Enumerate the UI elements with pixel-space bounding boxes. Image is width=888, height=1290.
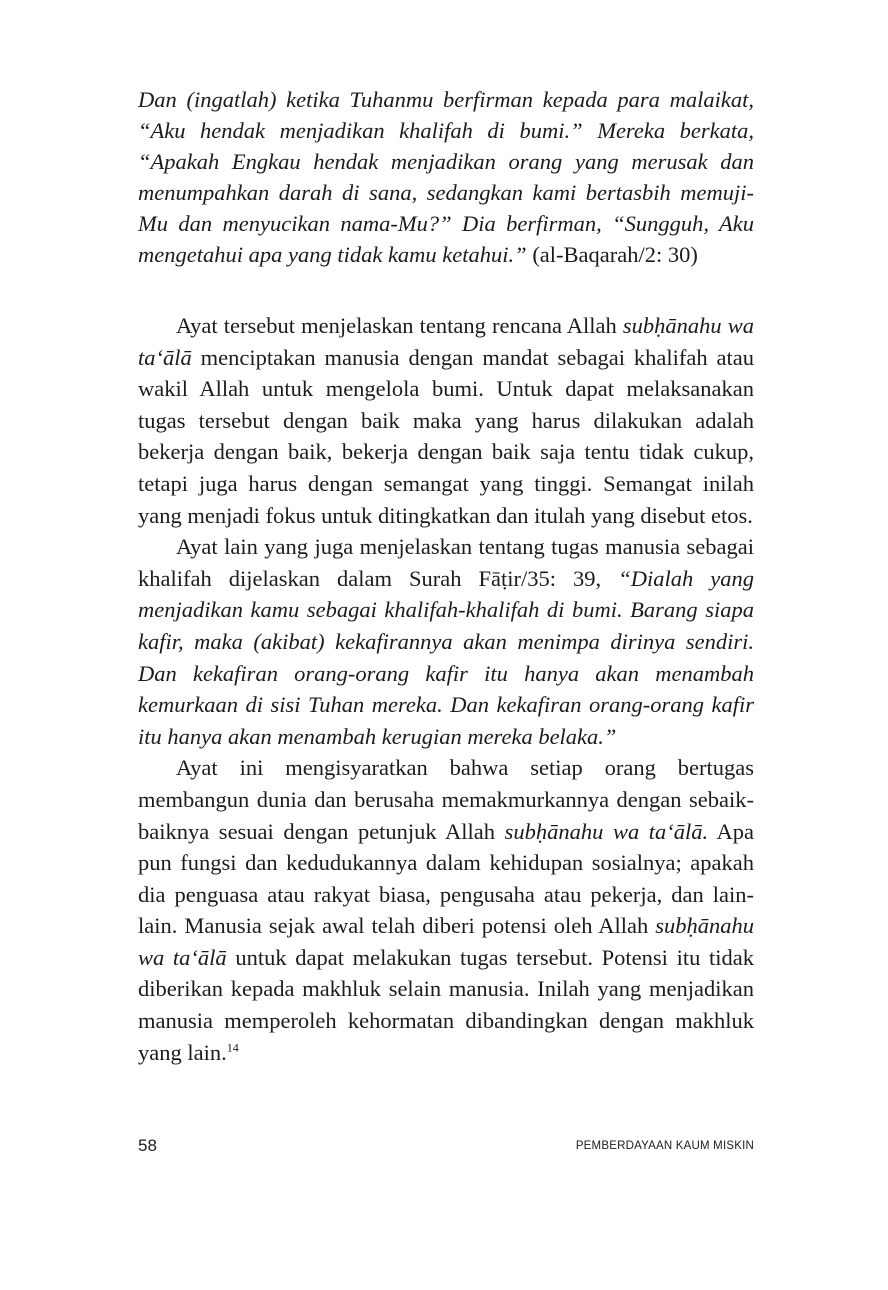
page-number: 58 bbox=[138, 1136, 157, 1155]
quote-citation: (al-Baqarah/2: 30) bbox=[526, 242, 698, 267]
paragraph-surah-fatir bbox=[138, 531, 754, 752]
arabic-honorific: subḥānahu wa ta‘ālā bbox=[138, 913, 754, 970]
verse-quote: “Dialah yang menjadikan kamu sebagai khalifah-khalifah di bumi. Barang siapa kafir, maka (akibat) kekafirannya akan menimpa dirinya sendiri. Dan kekafiran orang-orang kafir itu hanya akan menambah kemurkaan di sisi Tuhan mereka. Dan kekafiran orang-orang kafir itu hanya akan menambah kerugian mereka belaka.” bbox=[138, 565, 754, 749]
paragraph-text: untuk dapat melakukan tugas tersebut. Potensi itu tidak diberikan kepada makhluk selain manusia. Inilah yang menjadikan manusia memperoleh kehormatan dibandingkan dengan makhluk yang lain. bbox=[138, 944, 754, 1065]
paragraph-human-potential bbox=[138, 752, 754, 1068]
page-footer bbox=[138, 1134, 754, 1158]
paragraph-text: Ayat ini mengisyaratkan bahwa setiap orang bertugas membangun dunia dan berusaha memakmurkannya dengan sebaik-baiknya sesuai dengan petunjuk Allah bbox=[138, 755, 754, 844]
quran-quote-block bbox=[138, 84, 754, 270]
paragraph-text: Apa pun fungsi dan kedudukannya dalam kehidupan sosialnya; apakah dia penguasa atau rakyat biasa, pengusaha atau pekerja, dan lain-lain. Manusia sejak awal telah diberi potensi oleh Allah bbox=[138, 818, 755, 939]
paragraph-text: Ayat tersebut menjelaskan tentang rencana Allah bbox=[176, 313, 623, 338]
paragraph-khalifah-mandate bbox=[138, 310, 754, 531]
arabic-honorific: subḥānahu wa ta‘ālā. bbox=[504, 818, 709, 844]
arabic-honorific: subḥānahu wa ta‘ālā bbox=[138, 313, 755, 370]
running-title: PEMBERDAYAAN KAUM MISKIN bbox=[575, 1140, 754, 1152]
section-spacer bbox=[138, 270, 754, 310]
page-body bbox=[138, 84, 754, 1068]
footnote-marker: 14 bbox=[226, 1040, 239, 1055]
quote-text: Dan (ingatlah) ketika Tuhanmu berfirman kepada para malaikat, “Aku hendak menjadikan khalifah di bumi.” Mereka berkata, “Apakah Engkau hendak menjadikan orang yang merusak dan menumpahkan darah di sana, sedangkan kami bertasbih memuji-Mu dan menyucikan nama-Mu?” Dia berfirman, “Sungguh, Aku mengetahui apa yang tidak kamu ketahui.” bbox=[138, 87, 754, 267]
paragraph-text: menciptakan manusia dengan mandat sebagai khalifah atau wakil Allah untuk mengelola bumi. Untuk dapat melaksanakan tugas tersebut dengan baik maka yang harus dilakukan adalah bekerja dengan baik, bekerja dengan baik saja tentu tidak cukup, tetapi juga harus dengan semangat yang tinggi. Semangat inilah yang menjadi fokus untuk ditingkatkan dan itulah yang disebut etos. bbox=[138, 344, 754, 528]
paragraph-text: Ayat lain yang juga menjelaskan tentang tugas manusia sebagai khalifah dijelaskan dalam Surah Fāṭir/35: 39, bbox=[138, 534, 754, 591]
